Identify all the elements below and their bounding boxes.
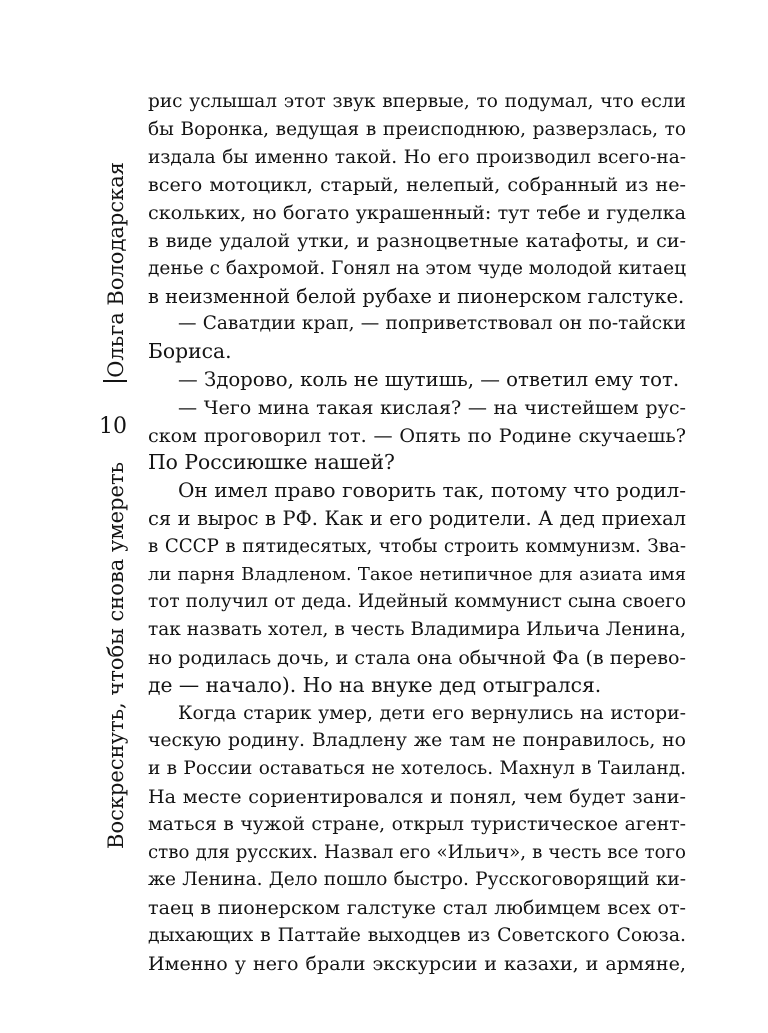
text-line: но родилась дочь, и стала она обычной Фа (в перево- — [148, 645, 686, 669]
text-line: Бориса. — [148, 339, 232, 364]
text-line: де — начало). Но на внуке дед отыгрался. — [148, 672, 602, 697]
text-line: денье с бахромой. Гонял на этом чуде молодой китаец — [148, 257, 686, 279]
text-line: и в России оставаться не хотелось. Махнул в Таиланд. — [148, 758, 686, 780]
text-line: ство для русских. Назвал его «Ильич», в честь все того — [148, 841, 686, 863]
text-line: — Чего мина такая кислая? — на чистейшем рус- — [178, 395, 686, 419]
running-head-title: Воскреснуть, чтобы снова умереть — [103, 461, 128, 849]
text-line: ся и вырос в РФ. Как и его родители. А дед приехал — [148, 506, 686, 530]
body-text — [148, 88, 686, 978]
text-line: ческую родину. Владлену же там не понравилось, но — [148, 730, 686, 752]
text-line: Он имел право говорить так, потому что родил- — [178, 478, 686, 503]
text-line: скольких, но богато украшенный: тут тебе и гуделка — [148, 201, 686, 225]
running-head-author-container — [96, 162, 136, 378]
text-line: Именно у него брали экскурсии и казахи, и армяне, — [148, 951, 686, 975]
running-head-author: Ольга Володарская — [103, 162, 128, 378]
text-line: — Саватдии крап, — поприветствовал он по-тайски — [178, 313, 686, 335]
text-line: рис услышал этот звук впервые, то подумал, что если — [148, 91, 686, 112]
text-line: так назвать хотел, в честь Владимира Ильича Ленина, — [148, 619, 686, 641]
text-line: таец в пионерском галстуке стал любимцем всех от- — [148, 896, 686, 920]
text-line: дыхающих в Паттайе выходцев из Советского Союза. — [148, 924, 686, 946]
text-line: Когда старик умер, дети его вернулись на истори- — [178, 702, 686, 724]
text-line: — Здорово, коль не шутишь, — ответил ему тот. — [178, 367, 680, 391]
text-line: По Россиюшке нашей? — [148, 450, 395, 475]
text-line: ском проговорил тот. — Опять по Родине скучаешь? — [148, 423, 686, 447]
text-line: в СССР в пятидесятых, чтобы строить коммунизм. Зва- — [148, 535, 686, 557]
text-line: маться в чужой стране, открыл туристическое агент- — [148, 813, 686, 835]
text-line: бы Воронка, ведущая в преисподнюю, разверзлась, то — [148, 118, 686, 140]
text-line: На месте сориентировался и понял, чем будет зани- — [148, 784, 686, 808]
text-line: в неизменной белой рубахе и пионерском галстуке. — [148, 284, 685, 308]
text-line: всего мотоцикл, старый, нелепый, собранный из не- — [148, 173, 686, 197]
text-line: ли парня Владленом. Такое нетипичное для азиата имя — [148, 563, 686, 585]
text-line: издала бы именно такой. Но его производил всего-на- — [148, 146, 686, 168]
text-line: в виде удалой утки, и разноцветные катафоты, и си- — [148, 228, 686, 252]
text-line: же Ленина. Дело пошло быстро. Русскоговорящий ки- — [148, 869, 686, 891]
text-line: тот получил от деда. Идейный коммунист сына своего — [148, 591, 686, 613]
running-head-title-container — [96, 461, 136, 849]
running-head-divider — [103, 380, 127, 382]
page-number: 10 — [99, 414, 127, 439]
